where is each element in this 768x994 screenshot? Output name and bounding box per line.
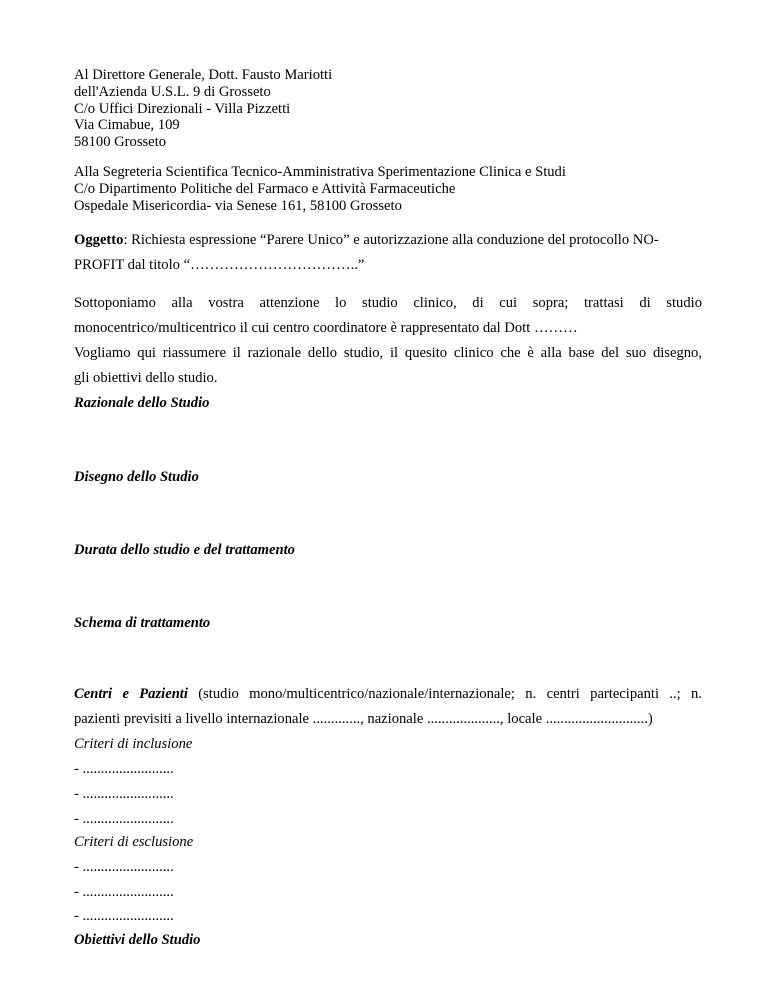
heading-schema: Schema di trattamento <box>74 615 211 631</box>
heading-centri: Centri e Pazienti <box>74 686 188 702</box>
address1-line-1: Al Direttore Generale, Dott. Fausto Mariotti <box>74 67 333 83</box>
criteri-esclusione-item: - ......................... <box>74 908 174 924</box>
address2-line-2: C/o Dipartimento Politiche del Farmaco e Attività Farmaceutiche <box>74 181 456 197</box>
centri-line-2: pazienti previsiti a livello internazionale ............., nazionale ...................., locale ............................) <box>74 711 653 727</box>
heading-razionale: Razionale dello Studio <box>74 395 210 411</box>
criteri-inclusione-title: Criteri di inclusione <box>74 736 193 752</box>
intro-para1-line-1: Sottoponiamo alla vostra attenzione lo studio clinico, di cui sopra; trattasi di studio <box>74 295 702 311</box>
intro-para2-line-1: Vogliamo qui riassumere il razionale dello studio, il quesito clinico che è alla base del suo disegno, <box>74 345 702 361</box>
heading-durata: Durata dello studio e del trattamento <box>74 542 295 558</box>
heading-obiettivi: Obiettivi dello Studio <box>74 932 201 948</box>
subject-line-2: PROFIT dal titolo “……………………………..” <box>74 257 365 273</box>
address1-line-4: Via Cimabue, 109 <box>74 117 180 133</box>
address2-line-3: Ospedale Misericordia- via Senese 161, 58100 Grosseto <box>74 198 402 214</box>
address1-line-3: C/o Uffici Direzionali - Villa Pizzetti <box>74 101 291 117</box>
address1-line-2: dell'Azienda U.S.L. 9 di Grosseto <box>74 84 271 100</box>
criteri-inclusione-item: - ......................... <box>74 761 174 777</box>
criteri-esclusione-item: - ......................... <box>74 884 174 900</box>
centri-line-1 <box>74 686 702 703</box>
criteri-inclusione-item: - ......................... <box>74 786 174 802</box>
criteri-esclusione-item: - ......................... <box>74 859 174 875</box>
heading-disegno: Disegno dello Studio <box>74 469 199 485</box>
subject-label: Oggetto <box>74 232 124 248</box>
subject-text-1: : Richiesta espressione “Parere Unico” e autorizzazione alla conduzione del protocollo NO- <box>123 232 659 248</box>
subject-line-1 <box>74 232 659 249</box>
address2-line-1: Alla Segreteria Scientifica Tecnico-Amministrativa Sperimentazione Clinica e Studi <box>74 164 566 180</box>
criteri-esclusione-title: Criteri di esclusione <box>74 834 194 850</box>
intro-para2-line-2: gli obiettivi dello studio. <box>74 370 218 386</box>
criteri-inclusione-item: - ......................... <box>74 811 174 827</box>
address1-line-5: 58100 Grosseto <box>74 134 167 150</box>
intro-para1-line-2: monocentrico/multicentrico il cui centro coordinatore è rappresentato dal Dott ……… <box>74 320 578 336</box>
centri-text-1: (studio mono/multicentrico/nazionale/internazionale; n. centri partecipanti ..; n. <box>187 686 702 702</box>
